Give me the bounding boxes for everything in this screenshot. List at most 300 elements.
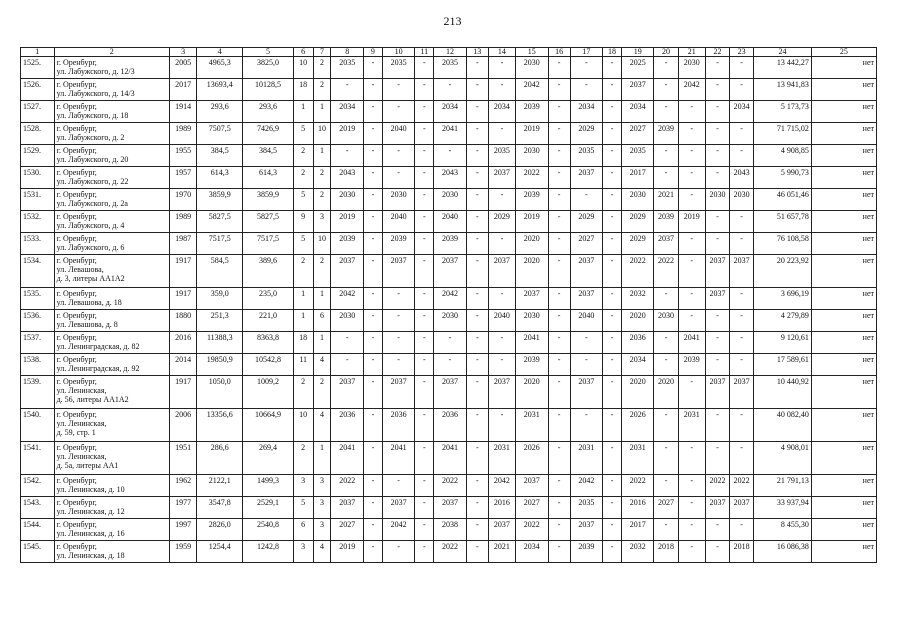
table-cell: 1959 [169, 541, 196, 563]
table-cell: 2030 [331, 310, 364, 332]
table-cell: - [415, 519, 434, 541]
table-row [21, 475, 877, 497]
address-cell [54, 310, 169, 332]
table-cell: - [363, 145, 382, 167]
column-number: 15 [516, 48, 549, 57]
address-line: ул. Лабужского, д. 22 [56, 177, 129, 186]
table-cell: нет [811, 332, 876, 354]
table-cell: 2025 [621, 57, 654, 79]
row-number-cell: 1539. [21, 376, 55, 409]
table-cell: - [363, 101, 382, 123]
table-cell: - [570, 409, 603, 442]
table-cell: - [466, 189, 488, 211]
table-cell: - [603, 497, 622, 519]
table-cell: 2032 [621, 541, 654, 563]
address-cell [54, 354, 169, 376]
address-line: ул. Лабужского, д. 12/3 [56, 67, 135, 76]
table-cell: 2034 [488, 101, 515, 123]
table-cell: 2042 [434, 288, 467, 310]
table-cell: 2017 [169, 79, 196, 101]
table-cell: - [382, 541, 415, 563]
table-cell: 2041 [516, 332, 549, 354]
table-cell: - [705, 442, 729, 475]
table-cell: 1499,3 [243, 475, 293, 497]
table-cell: 1880 [169, 310, 196, 332]
table-cell: - [548, 288, 570, 310]
table-cell: - [730, 233, 754, 255]
address-cell [54, 519, 169, 541]
table-cell: 286,6 [197, 442, 243, 475]
address-line: г. Оренбург, [56, 212, 97, 221]
table-cell: 2826,0 [197, 519, 243, 541]
table-cell: - [603, 211, 622, 233]
address-line: ул. Ленинградская, д. 92 [56, 364, 140, 373]
table-cell: 2034 [516, 541, 549, 563]
housing-table [20, 47, 877, 563]
address-line: д. 56, литеры АА1А2 [56, 395, 129, 404]
table-cell: - [654, 57, 678, 79]
table-cell: - [466, 332, 488, 354]
table-row [21, 211, 877, 233]
table-cell: - [415, 332, 434, 354]
table-cell: 1917 [169, 255, 196, 288]
table-cell: - [603, 189, 622, 211]
table-cell: - [705, 79, 729, 101]
table-cell: нет [811, 211, 876, 233]
table-cell: - [548, 409, 570, 442]
table-cell: 11388,3 [197, 332, 243, 354]
table-cell: - [382, 310, 415, 332]
table-cell: - [603, 442, 622, 475]
table-cell: - [570, 57, 603, 79]
header-row [21, 48, 877, 57]
address-cell [54, 497, 169, 519]
table-cell: 2005 [169, 57, 196, 79]
column-number: 17 [570, 48, 603, 57]
table-cell: - [466, 255, 488, 288]
table-cell: 1 [313, 101, 331, 123]
table-cell: 1957 [169, 167, 196, 189]
table-cell: 19850,9 [197, 354, 243, 376]
table-cell: 2019 [516, 211, 549, 233]
table-cell: - [331, 332, 364, 354]
table-cell: 1977 [169, 497, 196, 519]
row-number-cell: 1543. [21, 497, 55, 519]
address-line: ул. Ленинская, д. 18 [56, 551, 125, 560]
address-line: д. 5а, литеры АА1 [56, 461, 119, 470]
table-cell: - [548, 211, 570, 233]
address-line: ул. Ленинская, д. 12 [56, 507, 125, 516]
table-cell: 18 [293, 332, 313, 354]
table-cell: 5 [293, 497, 313, 519]
page-number: 213 [443, 14, 462, 28]
address-line: ул. Лабужского, д. 4 [56, 221, 125, 230]
column-number: 9 [363, 48, 382, 57]
table-cell: - [654, 442, 678, 475]
table-cell: 10664,9 [243, 409, 293, 442]
table-cell: 1 [313, 145, 331, 167]
table-cell: - [678, 442, 705, 475]
table-cell: 3 [293, 475, 313, 497]
table-cell: - [678, 288, 705, 310]
table-cell: 10 440,92 [754, 376, 812, 409]
row-number-cell: 1545. [21, 541, 55, 563]
table-cell: - [678, 123, 705, 145]
table-cell: - [603, 167, 622, 189]
table-cell: 10128,5 [243, 79, 293, 101]
table-row [21, 376, 877, 409]
table-cell: 5827,5 [197, 211, 243, 233]
table-cell: - [415, 233, 434, 255]
table-cell: 2037 [705, 376, 729, 409]
table-cell: - [548, 233, 570, 255]
table-cell: 2035 [570, 497, 603, 519]
table-cell: 3547,8 [197, 497, 243, 519]
table-cell: 2036 [621, 332, 654, 354]
table-cell: 2020 [621, 376, 654, 409]
table-cell: - [678, 189, 705, 211]
table-cell: - [415, 288, 434, 310]
table-cell: 2034 [434, 101, 467, 123]
table-cell: 4 908,01 [754, 442, 812, 475]
table-row [21, 255, 877, 288]
table-cell: 20 223,92 [754, 255, 812, 288]
address-line: ул. Лабужского, д. 20 [56, 155, 129, 164]
table-cell: 2037 [570, 167, 603, 189]
address-line: г. Оренбург, [56, 355, 97, 364]
table-cell: 5 173,73 [754, 101, 812, 123]
table-cell: - [654, 332, 678, 354]
table-cell: 221,0 [243, 310, 293, 332]
table-cell: нет [811, 101, 876, 123]
table-cell: 2031 [570, 442, 603, 475]
table-cell: 2030 [434, 189, 467, 211]
table-cell: нет [811, 475, 876, 497]
table-cell: - [415, 541, 434, 563]
table-cell: 293,6 [243, 101, 293, 123]
table-cell: 2039 [678, 354, 705, 376]
row-number-cell: 1544. [21, 519, 55, 541]
table-cell: - [382, 79, 415, 101]
table-cell: - [382, 354, 415, 376]
table-cell: - [363, 255, 382, 288]
table-row [21, 79, 877, 101]
table-cell: 71 715,02 [754, 123, 812, 145]
table-cell: 2037 [730, 376, 754, 409]
table-cell: 2030 [516, 57, 549, 79]
table-cell: - [466, 233, 488, 255]
table-cell: 2017 [621, 519, 654, 541]
table-cell: - [415, 211, 434, 233]
table-cell: - [548, 145, 570, 167]
table-cell: - [705, 310, 729, 332]
table-cell: 2035 [488, 145, 515, 167]
table-cell: - [548, 376, 570, 409]
table-cell: 2026 [621, 409, 654, 442]
table-cell: 1989 [169, 211, 196, 233]
table-cell: - [466, 79, 488, 101]
table-cell: 2037 [516, 288, 549, 310]
table-cell: 2022 [516, 519, 549, 541]
table-cell: - [678, 233, 705, 255]
table-cell: нет [811, 167, 876, 189]
table-cell: - [415, 101, 434, 123]
table-row [21, 288, 877, 310]
column-number: 22 [705, 48, 729, 57]
table-cell: - [331, 79, 364, 101]
table-cell: - [415, 255, 434, 288]
table-cell: 5 [293, 123, 313, 145]
table-row [21, 101, 877, 123]
table-cell: 2037 [488, 167, 515, 189]
table-cell: - [466, 475, 488, 497]
table-cell: - [331, 354, 364, 376]
table-cell: 2034 [730, 101, 754, 123]
table-cell: 2022 [730, 475, 754, 497]
table-cell: - [705, 57, 729, 79]
address-line: ул. Ленинская, [56, 386, 107, 395]
table-cell: нет [811, 497, 876, 519]
table-cell: - [363, 354, 382, 376]
table-cell: нет [811, 409, 876, 442]
address-line: ул. Левашова, д. 8 [56, 320, 118, 329]
table-cell: 10 [313, 123, 331, 145]
address-line: ул. Ленинская, [56, 419, 107, 428]
address-cell [54, 332, 169, 354]
table-cell: - [548, 497, 570, 519]
table-cell: - [488, 288, 515, 310]
table-cell: - [382, 332, 415, 354]
table-cell: - [548, 79, 570, 101]
table-cell: 2037 [730, 255, 754, 288]
table-cell: - [488, 123, 515, 145]
table-cell: 2022 [434, 541, 467, 563]
table-cell: 2014 [169, 354, 196, 376]
table-cell: 2018 [730, 541, 754, 563]
table-cell: 2035 [570, 145, 603, 167]
address-line: г. Оренбург, [56, 190, 97, 199]
table-cell: 3 [313, 475, 331, 497]
table-cell: 1242,8 [243, 541, 293, 563]
table-cell: - [363, 332, 382, 354]
table-cell: - [730, 519, 754, 541]
address-line: г. Оренбург, [56, 542, 97, 551]
table-cell: - [548, 332, 570, 354]
table-cell: - [730, 310, 754, 332]
table-row [21, 442, 877, 475]
table-cell: 2037 [488, 519, 515, 541]
table-cell: 2 [313, 57, 331, 79]
table-row [21, 233, 877, 255]
table-cell: - [466, 519, 488, 541]
address-cell [54, 57, 169, 79]
table-cell: 2020 [516, 233, 549, 255]
table-cell: 2042 [382, 519, 415, 541]
address-cell [54, 409, 169, 442]
table-cell: 2037 [382, 255, 415, 288]
address-cell [54, 255, 169, 288]
address-line: г. Оренбург, [56, 498, 97, 507]
table-cell: - [730, 79, 754, 101]
column-number: 3 [169, 48, 196, 57]
table-cell: - [603, 57, 622, 79]
table-cell: 2040 [382, 123, 415, 145]
table-cell: 2031 [516, 409, 549, 442]
table-cell: 8 455,30 [754, 519, 812, 541]
table-cell: 2035 [331, 57, 364, 79]
address-line: д. 3, литеры АА1А2 [56, 274, 125, 283]
table-cell: - [466, 211, 488, 233]
address-line: г. Оренбург, [56, 124, 97, 133]
table-cell: 1987 [169, 233, 196, 255]
table-cell: - [434, 145, 467, 167]
table-cell: 1955 [169, 145, 196, 167]
table-row [21, 57, 877, 79]
table-cell: 2041 [678, 332, 705, 354]
table-cell: 2042 [516, 79, 549, 101]
table-cell: - [466, 541, 488, 563]
table-cell: - [363, 497, 382, 519]
row-number-cell: 1526. [21, 79, 55, 101]
table-cell: 2122,1 [197, 475, 243, 497]
table-cell: 384,5 [197, 145, 243, 167]
row-number-cell: 1533. [21, 233, 55, 255]
table-cell: - [678, 145, 705, 167]
table-row [21, 519, 877, 541]
table-cell: - [488, 332, 515, 354]
table-cell: - [705, 519, 729, 541]
table-cell: - [466, 409, 488, 442]
address-line: ул. Лабужского, д. 2а [56, 199, 128, 208]
table-cell: 1 [313, 288, 331, 310]
table-cell: 2 [313, 255, 331, 288]
table-cell: - [415, 189, 434, 211]
table-cell: - [730, 123, 754, 145]
address-cell [54, 167, 169, 189]
table-cell: - [363, 288, 382, 310]
table-cell: 2019 [516, 123, 549, 145]
table-cell: 7426,9 [243, 123, 293, 145]
table-cell: 2039 [331, 233, 364, 255]
table-cell: 4 [313, 409, 331, 442]
table-cell: 2 [293, 442, 313, 475]
table-cell: 4 [313, 354, 331, 376]
table-cell: 2035 [434, 57, 467, 79]
table-cell: - [363, 376, 382, 409]
table-cell: 2040 [382, 211, 415, 233]
table-cell: - [415, 57, 434, 79]
table-cell: - [415, 497, 434, 519]
table-cell: 2042 [488, 475, 515, 497]
table-row [21, 541, 877, 563]
table-cell: - [705, 233, 729, 255]
table-cell: - [382, 101, 415, 123]
column-number: 6 [293, 48, 313, 57]
table-cell: - [730, 211, 754, 233]
table-cell: 2016 [488, 497, 515, 519]
table-cell: 2019 [331, 211, 364, 233]
table-cell: 2039 [516, 354, 549, 376]
table-cell: 1050,0 [197, 376, 243, 409]
table-cell: - [570, 79, 603, 101]
column-number: 23 [730, 48, 754, 57]
table-cell: нет [811, 376, 876, 409]
table-cell: 2031 [621, 442, 654, 475]
address-line: г. Оренбург, [56, 80, 97, 89]
table-cell: нет [811, 123, 876, 145]
address-line: г. Оренбург, [56, 410, 97, 419]
table-cell: - [466, 167, 488, 189]
address-line: ул. Лабужского, д. 2 [56, 133, 125, 142]
table-cell: 2043 [434, 167, 467, 189]
table-cell: 5 [293, 189, 313, 211]
table-cell: 2016 [169, 332, 196, 354]
table-cell: 2020 [516, 255, 549, 288]
column-number: 25 [811, 48, 876, 57]
column-number: 14 [488, 48, 515, 57]
table-cell: - [730, 332, 754, 354]
table-cell: - [382, 145, 415, 167]
table-cell: - [730, 409, 754, 442]
row-number-cell: 1530. [21, 167, 55, 189]
address-cell [54, 189, 169, 211]
table-cell: нет [811, 519, 876, 541]
table-cell: 293,6 [197, 101, 243, 123]
table-cell: 614,3 [243, 167, 293, 189]
table-row [21, 310, 877, 332]
table-cell: - [603, 145, 622, 167]
table-cell: 2037 [730, 497, 754, 519]
table-cell: 51 657,78 [754, 211, 812, 233]
table-cell: - [705, 123, 729, 145]
row-number-cell: 1527. [21, 101, 55, 123]
table-cell: 2039 [516, 101, 549, 123]
table-cell: 2037 [382, 376, 415, 409]
address-cell [54, 233, 169, 255]
column-number: 11 [415, 48, 434, 57]
address-line: г. Оренбург, [56, 476, 97, 485]
table-cell: - [466, 123, 488, 145]
address-line: ул. Левашова, [56, 265, 104, 274]
table-cell: - [434, 354, 467, 376]
table-cell: 2041 [331, 442, 364, 475]
table-cell: - [548, 57, 570, 79]
row-number-cell: 1536. [21, 310, 55, 332]
table-cell: 5 [293, 233, 313, 255]
row-number-cell: 1532. [21, 211, 55, 233]
table-row [21, 145, 877, 167]
table-cell: 2034 [570, 101, 603, 123]
table-cell: 3825,0 [243, 57, 293, 79]
table-cell: 8363,8 [243, 332, 293, 354]
table-cell: 2039 [654, 123, 678, 145]
address-line: г. Оренбург, [56, 520, 97, 529]
table-cell: - [603, 409, 622, 442]
table-cell: 2030 [331, 189, 364, 211]
table-cell: 3859,9 [197, 189, 243, 211]
table-cell: 1917 [169, 376, 196, 409]
table-cell: 2026 [516, 442, 549, 475]
table-cell: 10 [313, 233, 331, 255]
table-cell: - [548, 310, 570, 332]
table-cell: - [730, 145, 754, 167]
table-cell: 2042 [678, 79, 705, 101]
table-cell: 5 990,73 [754, 167, 812, 189]
table-cell: 2037 [705, 255, 729, 288]
table-cell: - [548, 442, 570, 475]
table-cell: - [603, 288, 622, 310]
table-cell: 2039 [382, 233, 415, 255]
